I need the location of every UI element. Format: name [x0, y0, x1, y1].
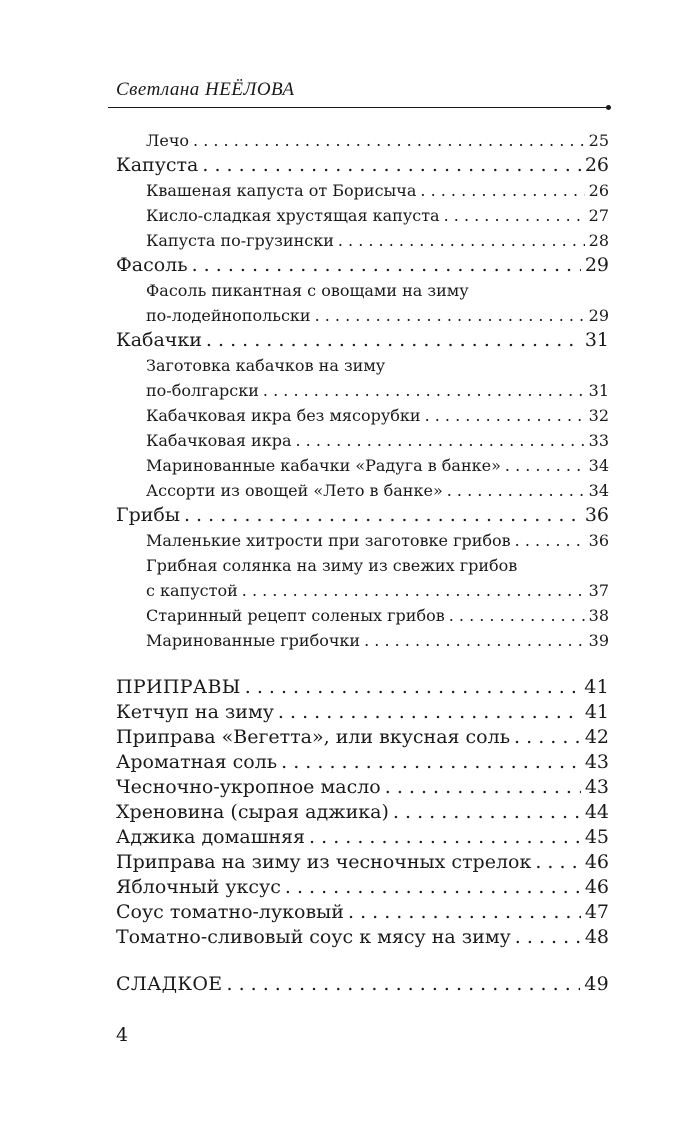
- toc-entry-title: Маринованные грибочки: [146, 631, 361, 650]
- dot-leader: [338, 228, 585, 253]
- toc-chapter-entry: [116, 253, 609, 278]
- dot-leader: [515, 925, 581, 950]
- toc-entry-page: 36: [588, 531, 609, 550]
- toc-entry-page: 38: [588, 606, 609, 625]
- dot-leader: [226, 972, 580, 997]
- toc-recipe-entry: [116, 578, 609, 603]
- dot-leader: [285, 875, 581, 900]
- toc-entry-title: СЛАДКОЕ: [116, 973, 223, 995]
- toc-entry-page: 48: [584, 926, 609, 948]
- toc-entry-title: Кабачки: [116, 329, 202, 351]
- toc-entry-line: Грибная солянка на зиму из свежих грибов: [146, 556, 518, 575]
- toc-entry-page: 49: [584, 973, 609, 995]
- toc-entry-page: 43: [584, 776, 609, 798]
- dot-leader: [315, 303, 585, 328]
- toc-entry-page: 42: [584, 726, 609, 748]
- toc-entry-page: 41: [584, 701, 609, 723]
- toc-entry-page: 29: [584, 254, 609, 276]
- toc-chapter-entry: [116, 875, 609, 900]
- toc-recipe-entry: [116, 378, 609, 403]
- dot-leader: [385, 775, 581, 800]
- dot-leader: [535, 850, 580, 875]
- toc-chapter-entry: [116, 825, 609, 850]
- dot-leader: [242, 578, 585, 603]
- toc-entry-title: Ароматная соль: [116, 751, 278, 773]
- toc-entry-page: 36: [584, 504, 609, 526]
- toc-entry-title: с капустой: [146, 581, 238, 600]
- toc-entry-page: 29: [588, 306, 609, 325]
- toc-entry-title: Кабачковая икра: [146, 431, 292, 450]
- toc-entry-page: 47: [584, 901, 609, 923]
- toc-entry-page: 32: [588, 406, 609, 425]
- toc-entry-title: Томатно-сливовый соус к мясу на зиму: [116, 926, 511, 948]
- dot-leader: [393, 800, 581, 825]
- dot-leader: [193, 128, 585, 153]
- toc-entry-title: Кетчуп на зиму: [116, 701, 274, 723]
- running-header: [116, 79, 295, 101]
- toc-entry-title: Квашеная капуста от Борисыча: [146, 181, 417, 200]
- dot-leader: [206, 328, 581, 353]
- toc-recipe-entry: [116, 203, 609, 228]
- toc-recipe-entry: [116, 603, 609, 628]
- dot-leader: [295, 428, 584, 453]
- dot-leader: [514, 725, 581, 750]
- toc-entry-title: Ассорти из овощей «Лето в банке»: [146, 481, 443, 500]
- toc-entry-title: Лечо: [146, 131, 190, 150]
- toc-entry-title: Кабачковая икра без мясорубки: [146, 406, 421, 425]
- toc-gap: [116, 950, 609, 972]
- toc-block-vegetables: [116, 128, 609, 653]
- toc-recipe-entry: [116, 128, 609, 153]
- dot-leader: [420, 178, 584, 203]
- toc-chapter-entry: [116, 725, 609, 750]
- dot-leader: [444, 203, 585, 228]
- toc-entry-line: Фасоль пикантная с овощами на зиму: [146, 281, 469, 300]
- dot-leader: [263, 378, 585, 403]
- toc-entry-page: 34: [588, 481, 609, 500]
- toc-entry-title: Кисло-сладкая хрустящая капуста: [146, 206, 440, 225]
- dot-leader: [309, 825, 581, 850]
- toc-block-seasonings: [116, 675, 609, 950]
- dot-leader: [425, 403, 585, 428]
- dot-leader: [184, 503, 581, 528]
- toc-entry-title: ПРИПРАВЫ: [116, 676, 241, 698]
- dot-leader: [348, 900, 581, 925]
- toc-entry-line: Заготовка кабачков на зиму: [146, 356, 386, 375]
- toc-recipe-entry: [116, 453, 609, 478]
- toc-entry-title: Яблочный уксус: [116, 876, 281, 898]
- toc-entry-title: Хреновина (сырая аджика): [116, 801, 389, 823]
- toc-chapter-entry: [116, 800, 609, 825]
- toc-chapter-entry: [116, 850, 609, 875]
- dot-leader: [505, 453, 585, 478]
- toc-entry-title: Грибы: [116, 504, 180, 526]
- toc-gap: [116, 653, 609, 675]
- toc-entry-title: Капуста: [116, 154, 199, 176]
- toc-entry-title: Аджика домашняя: [116, 826, 306, 848]
- toc-entry-title: Чесночно-укропное масло: [116, 776, 381, 798]
- table-of-contents: [116, 128, 609, 997]
- toc-entry-page: 31: [584, 329, 609, 351]
- toc-chapter-entry: [116, 900, 609, 925]
- toc-entry-title: Маринованные кабачки «Радуга в банке»: [146, 456, 501, 475]
- toc-entry-title: Приправа «Вегетта», или вкусная соль: [116, 726, 511, 748]
- toc-entry-page: 27: [588, 206, 609, 225]
- author-last-name: НЕЁЛОВА: [205, 79, 295, 100]
- toc-entry-page: 34: [588, 456, 609, 475]
- toc-section-entry: [116, 675, 609, 700]
- toc-chapter-entry: [116, 775, 609, 800]
- author-first-name: Светлана: [116, 79, 200, 100]
- toc-entry-page: 25: [588, 131, 609, 150]
- toc-entry-page: 46: [584, 876, 609, 898]
- toc-entry-title: Приправа на зиму из чесночных стрелок: [116, 851, 532, 873]
- toc-entry-page: 39: [588, 631, 609, 650]
- toc-entry-title: по-лодейнопольски: [146, 306, 311, 325]
- dot-leader: [447, 478, 585, 503]
- toc-entry-page: 43: [584, 751, 609, 773]
- toc-entry-page: 45: [584, 826, 609, 848]
- toc-recipe-entry: [116, 303, 609, 328]
- page-number: 4: [116, 1024, 129, 1046]
- dot-leader: [245, 675, 580, 700]
- header-rule: [108, 107, 609, 108]
- dot-leader: [192, 253, 581, 278]
- toc-entry-page: 26: [584, 154, 609, 176]
- toc-entry-title: Капуста по-грузински: [146, 231, 334, 250]
- toc-recipe-entry: [116, 628, 609, 653]
- toc-entry-page: 41: [584, 676, 609, 698]
- dot-leader: [281, 750, 581, 775]
- toc-entry-page: 26: [588, 181, 609, 200]
- toc-entry-title: Старинный рецепт соленых грибов: [146, 606, 445, 625]
- dot-leader: [278, 700, 581, 725]
- toc-entry-title: по-болгарски: [146, 381, 259, 400]
- toc-chapter-entry: [116, 700, 609, 725]
- toc-recipe-entry: [116, 178, 609, 203]
- toc-recipe-entry: [116, 228, 609, 253]
- toc-chapter-entry: [116, 925, 609, 950]
- dot-leader: [202, 153, 580, 178]
- toc-recipe-entry: [116, 428, 609, 453]
- dot-leader: [364, 628, 585, 653]
- dot-leader: [515, 528, 585, 553]
- toc-entry-page: 37: [588, 581, 609, 600]
- toc-recipe-entry: [116, 478, 609, 503]
- toc-entry-title: Фасоль: [116, 254, 188, 276]
- toc-chapter-entry: [116, 153, 609, 178]
- toc-block-sweets: [116, 972, 609, 997]
- toc-chapter-entry: [116, 328, 609, 353]
- toc-section-entry: [116, 972, 609, 997]
- toc-entry-page: 46: [584, 851, 609, 873]
- toc-entry-page: 28: [588, 231, 609, 250]
- dot-leader: [449, 603, 585, 628]
- toc-entry-page: 31: [588, 381, 609, 400]
- toc-chapter-entry: [116, 503, 609, 528]
- toc-entry-title: Соус томатно-луковый: [116, 901, 344, 923]
- toc-entry-title: Маленькие хитрости при заготовке грибов: [146, 531, 511, 550]
- toc-chapter-entry: [116, 750, 609, 775]
- toc-entry-page: 33: [588, 431, 609, 450]
- toc-recipe-entry: [116, 528, 609, 553]
- toc-recipe-entry: [116, 403, 609, 428]
- toc-entry-page: 44: [584, 801, 609, 823]
